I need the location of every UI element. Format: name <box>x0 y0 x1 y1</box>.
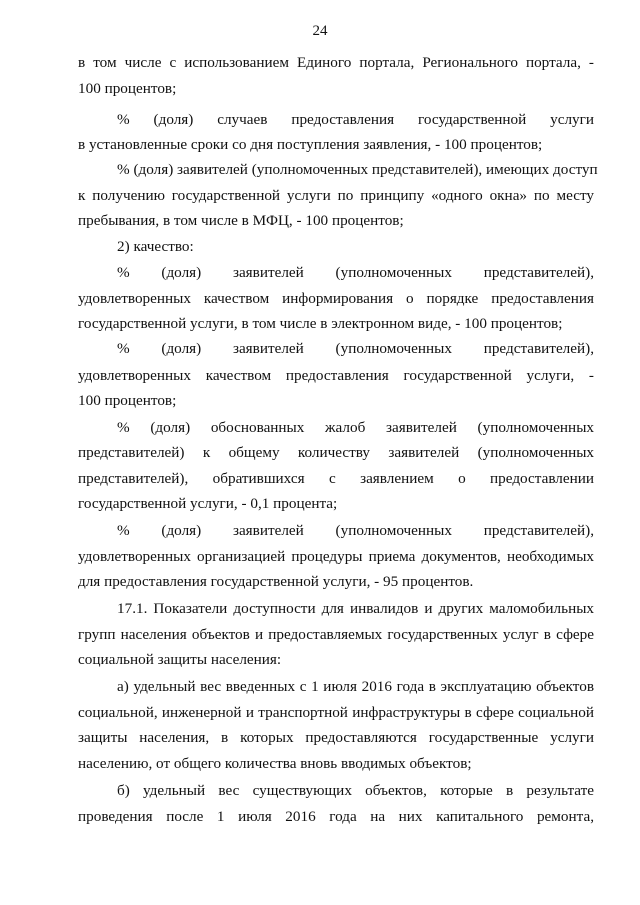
text-line: % (доля) обоснованных жалоб заявителей (уполномоченных <box>117 419 594 436</box>
page-number: 24 <box>312 23 328 39</box>
text-line: а) удельный вес введенных с 1 июля 2016 года в эксплуатацию объектов <box>117 678 594 695</box>
text-line: представителей) к общему количеству заявителей (уполномоченных <box>78 444 594 461</box>
text-line: 2) качество: <box>117 238 194 255</box>
text-line: групп населения объектов и предоставляемых государственных услуг в сфере <box>78 626 594 643</box>
text-line: в установленные сроки со дня поступления заявления, - 100 процентов; <box>78 136 543 153</box>
text-line: для предоставления государственной услуги, - 95 процентов. <box>78 573 474 590</box>
text-line: защиты населения, в которых предоставляются государственные услуги <box>78 729 594 746</box>
text-line: % (доля) заявителей (уполномоченных представителей), имеющих доступ <box>117 161 598 178</box>
text-line: государственной услуги, в том числе в электронном виде, - 100 процентов; <box>78 315 563 332</box>
text-line: представителей), обратившихся с заявлением о предоставлении <box>78 470 594 487</box>
text-line: удовлетворенных качеством информирования о порядке предоставления <box>78 290 594 307</box>
text-line: к получению государственной услуги по принципу «одного окна» по месту <box>78 187 594 204</box>
text-line: удовлетворенных организацией процедуры приема документов, необходимых <box>78 548 594 565</box>
text-line: б) удельный вес существующих объектов, которые в результате <box>117 782 594 799</box>
text-line: государственной услуги, - 0,1 процента; <box>78 495 338 512</box>
text-line: в том числе с использованием Единого портала, Регионального портала, - <box>78 54 594 71</box>
text-line: социальной, инженерной и транспортной инфраструктуры в сфере социальной <box>78 704 594 721</box>
text-line: удовлетворенных качеством предоставления государственной услуги, - <box>78 367 594 384</box>
text-line: 100 процентов; <box>78 80 177 97</box>
text-line: пребывания, в том числе в МФЦ, - 100 процентов; <box>78 212 404 229</box>
text-line: 100 процентов; <box>78 392 177 409</box>
text-line: % (доля) случаев предоставления государственной услуги <box>117 111 594 128</box>
text-line: % (доля) заявителей (уполномоченных представителей), <box>117 340 594 357</box>
text-line: % (доля) заявителей (уполномоченных представителей), <box>117 264 594 281</box>
text-line: социальной защиты населения: <box>78 651 282 668</box>
text-line: проведения после 1 июля 2016 года на них капитального ремонта, <box>78 808 594 825</box>
text-line: % (доля) заявителей (уполномоченных представителей), <box>117 522 594 539</box>
text-line: населению, от общего количества вновь вводимых объектов; <box>78 755 472 772</box>
text-line: 17.1. Показатели доступности для инвалидов и других маломобильных <box>117 600 594 617</box>
